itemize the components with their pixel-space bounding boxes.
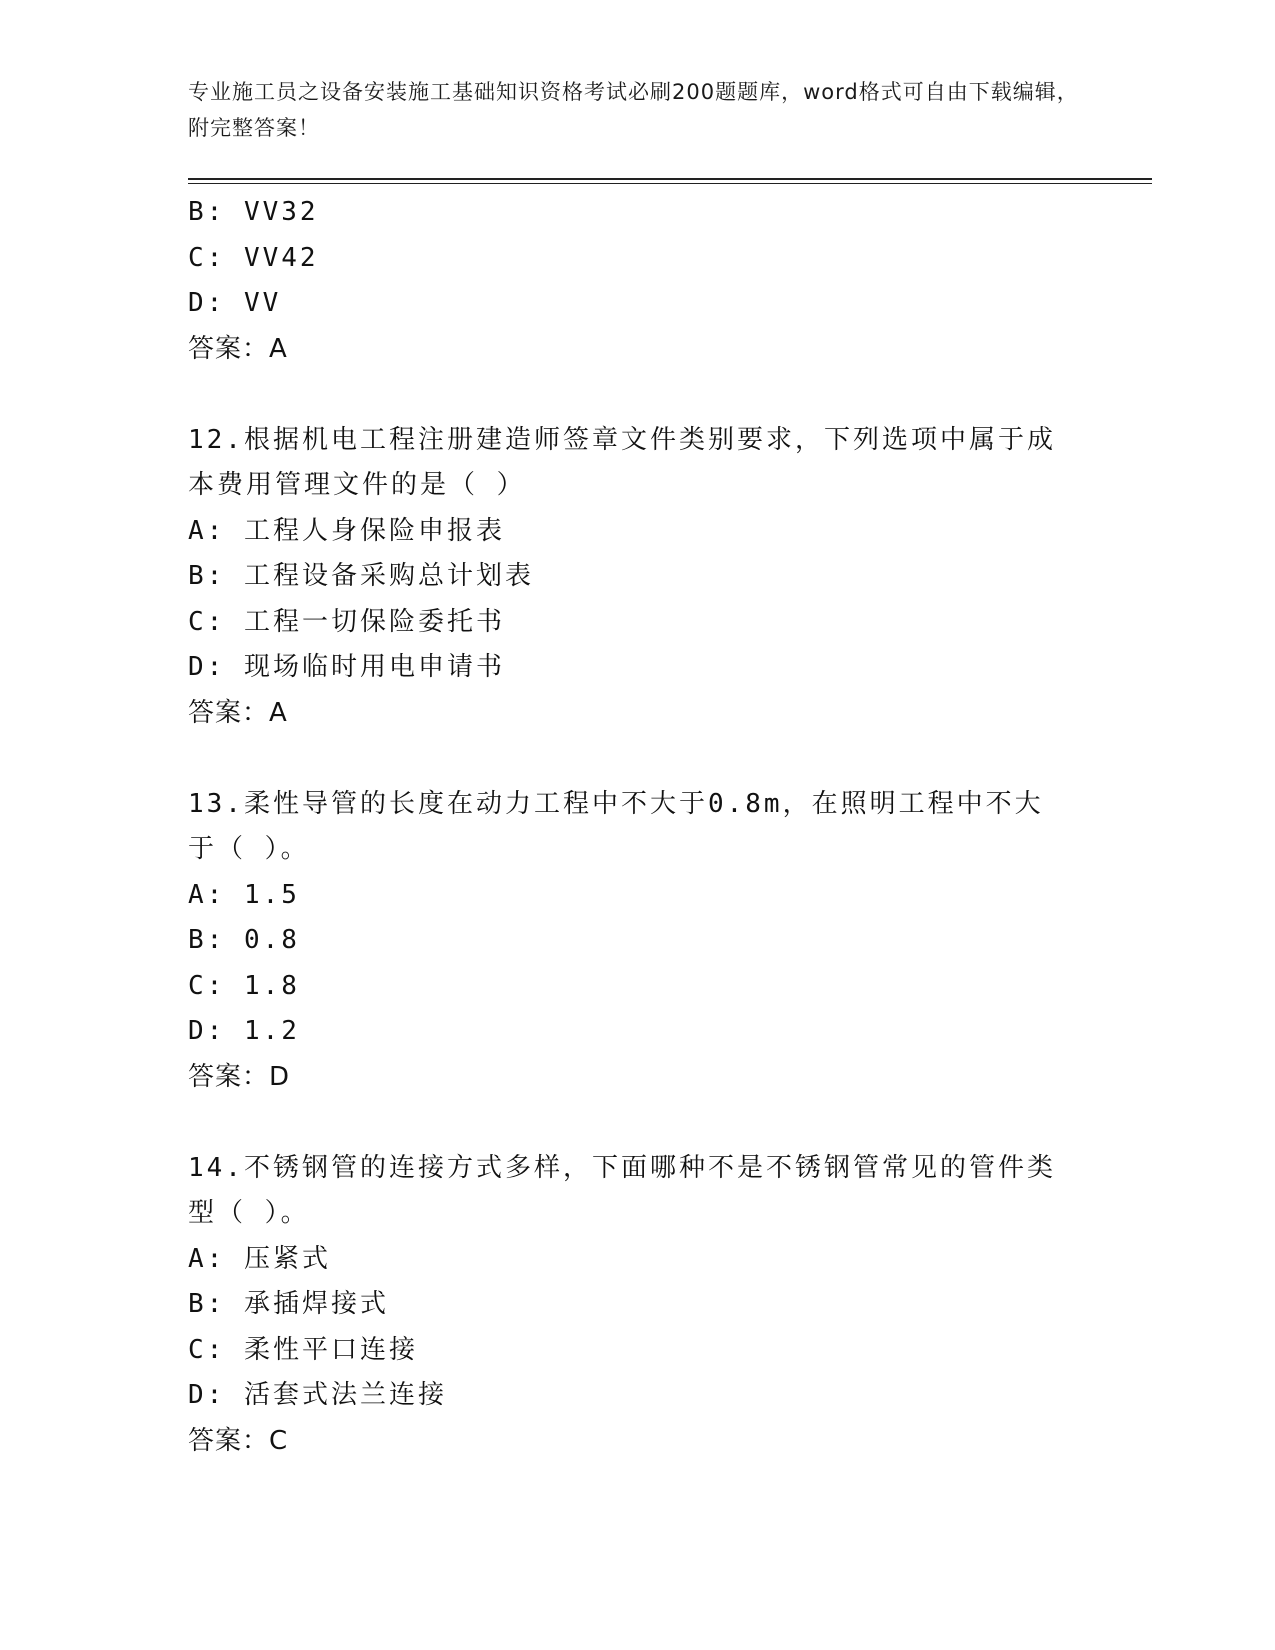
header-divider [188,178,1152,184]
answer-line: 答案：A [188,697,288,728]
option-b: B: 承插焊接式 [188,1289,389,1319]
question-content [188,190,1088,1464]
option-b: B: 0.8 [188,925,300,955]
option-d: D: 活套式法兰连接 [188,1380,447,1410]
previous-question-tail [188,190,1088,372]
spacer [188,736,1088,782]
answer-line: 答案：C [188,1425,289,1456]
page-header-text: 专业施工员之设备安装施工基础知识资格考试必刷200题题库，word格式可自由下载编辑，附完整答案！ [188,80,1079,140]
option-b: B: 工程设备采购总计划表 [188,561,534,591]
option-d: D: VV [188,288,282,318]
question-13 [188,782,1088,1101]
option-c: C: 工程一切保险委托书 [188,606,505,637]
option-c: C: VV42 [188,242,319,273]
option-a: A: 压紧式 [188,1243,331,1274]
answer-line: 答案：A [188,333,288,364]
option-d: D: 现场临时用电申请书 [188,652,505,682]
question-stem: 14.不锈钢管的连接方式多样，下面哪种不是不锈钢管常见的管件类型（ ）。 [188,1152,1056,1228]
option-c: C: 1.8 [188,970,300,1001]
question-12 [188,418,1088,737]
option-a: A: 工程人身保险申报表 [188,515,505,546]
option-a: A: 1.5 [188,879,300,910]
question-stem: 13.柔性导管的长度在动力工程中不大于0.8m，在照明工程中不大于（ ）。 [188,788,1044,864]
option-c: C: 柔性平口连接 [188,1334,418,1365]
question-stem: 12.根据机电工程注册建造师签章文件类别要求，下列选项中属于成本费用管理文件的是（ ） [188,424,1056,500]
spacer [188,372,1088,418]
answer-line: 答案：D [188,1061,291,1092]
option-d: D: 1.2 [188,1016,300,1046]
option-b: B: VV32 [188,197,319,227]
spacer [188,1100,1088,1146]
question-14 [188,1146,1088,1465]
